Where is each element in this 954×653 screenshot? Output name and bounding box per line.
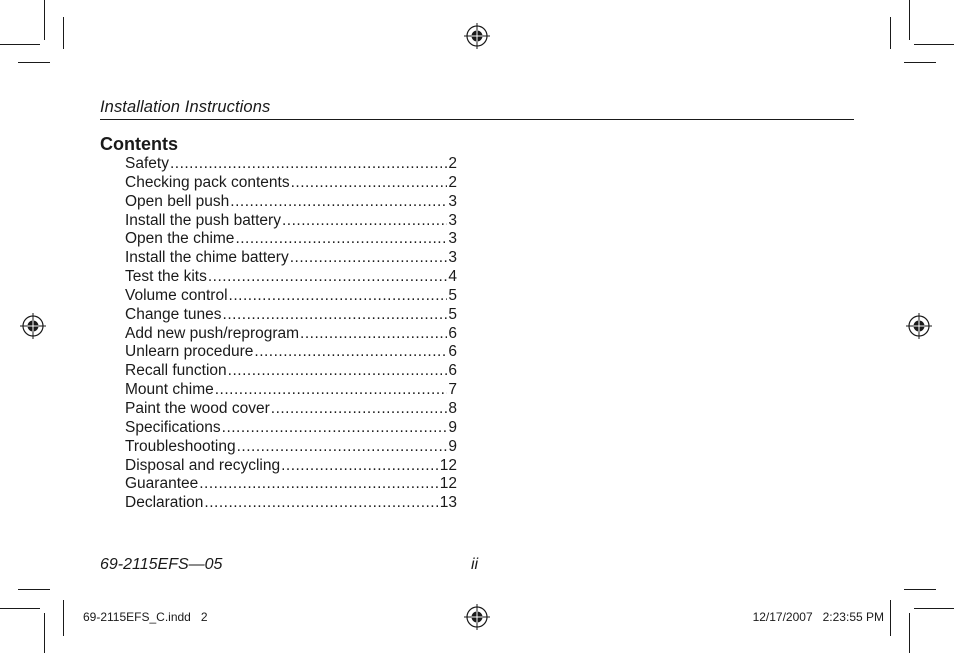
toc-entry bbox=[125, 419, 457, 438]
toc-entry-page: 3 bbox=[448, 249, 457, 267]
toc-entry bbox=[125, 400, 457, 419]
toc-entry bbox=[125, 230, 457, 249]
toc-leader-dots bbox=[235, 230, 447, 249]
toc-leader-dots bbox=[229, 287, 448, 306]
toc-entry bbox=[125, 381, 457, 400]
crop-mark bbox=[18, 589, 50, 590]
toc-entry-label: Mount chime bbox=[125, 381, 214, 399]
toc-entry bbox=[125, 155, 457, 174]
toc-entry-page: 3 bbox=[448, 211, 457, 229]
crop-mark bbox=[904, 589, 936, 590]
toc-leader-dots bbox=[230, 193, 447, 212]
toc-entry-label: Specifications bbox=[125, 418, 221, 436]
document-number: 69-2115EFS—05 bbox=[100, 556, 223, 573]
crop-mark bbox=[44, 613, 45, 653]
toc-entry-page: 9 bbox=[448, 418, 457, 436]
toc-leader-dots bbox=[300, 325, 447, 344]
toc-entry-label: Volume control bbox=[125, 286, 228, 304]
toc-leader-dots bbox=[170, 155, 447, 174]
toc-leader-dots bbox=[223, 306, 448, 325]
slug-filename: 69-2115EFS_C.indd 2 bbox=[83, 610, 208, 624]
toc-leader-dots bbox=[291, 174, 448, 193]
toc-entry-page: 3 bbox=[448, 192, 457, 210]
crop-mark bbox=[18, 62, 50, 63]
toc-entry-label: Add new push/reprogram bbox=[125, 324, 300, 342]
toc-entry-page: 13 bbox=[439, 494, 457, 512]
crop-mark bbox=[890, 600, 891, 636]
toc-leader-dots bbox=[215, 381, 448, 400]
toc-entry bbox=[125, 475, 457, 494]
toc-entry bbox=[125, 249, 457, 268]
page-number: ii bbox=[471, 556, 479, 573]
toc-leader-dots bbox=[254, 343, 447, 362]
toc-entry-label: Recall function bbox=[125, 362, 227, 380]
crop-mark bbox=[0, 608, 40, 609]
toc-leader-dots bbox=[271, 400, 448, 419]
toc-entry-label: Guarantee bbox=[125, 475, 199, 493]
registration-target-icon bbox=[906, 313, 932, 339]
toc-entry-label: Paint the wood cover bbox=[125, 399, 270, 417]
toc-entry bbox=[125, 494, 457, 513]
toc-entry-label: Test the kits bbox=[125, 268, 207, 286]
crop-mark bbox=[904, 62, 936, 63]
toc-leader-dots bbox=[208, 268, 448, 287]
registration-target-icon bbox=[464, 604, 490, 630]
crop-mark bbox=[44, 0, 45, 40]
toc-entry-page: 9 bbox=[448, 437, 457, 455]
toc-entry bbox=[125, 212, 457, 231]
crop-mark bbox=[63, 17, 64, 49]
crop-mark bbox=[890, 17, 891, 49]
toc-entry bbox=[125, 268, 457, 287]
toc-entry bbox=[125, 362, 457, 381]
toc-entry-label: Troubleshooting bbox=[125, 437, 236, 455]
crop-mark bbox=[914, 44, 954, 45]
running-header: Installation Instructions bbox=[100, 98, 271, 116]
toc-entry-page: 6 bbox=[448, 362, 457, 380]
toc-entry-page: 2 bbox=[448, 173, 457, 191]
crop-mark bbox=[0, 44, 40, 45]
toc-entry-label: Safety bbox=[125, 155, 169, 172]
toc-entry-label: Checking pack contents bbox=[125, 173, 290, 191]
toc-leader-dots bbox=[281, 457, 439, 476]
header-rule bbox=[100, 119, 854, 120]
toc-entry-page: 12 bbox=[439, 475, 457, 493]
toc-entry-page: 6 bbox=[448, 324, 457, 342]
toc-entry-page: 5 bbox=[448, 305, 457, 323]
toc-entry-label: Install the push battery bbox=[125, 211, 281, 229]
toc-entry-label: Disposal and recycling bbox=[125, 456, 281, 474]
toc-leader-dots bbox=[237, 438, 448, 457]
toc-entry-page: 2 bbox=[448, 155, 457, 172]
toc-leader-dots bbox=[290, 249, 448, 268]
toc-entry-label: Change tunes bbox=[125, 305, 222, 323]
registration-target-icon bbox=[20, 313, 46, 339]
crop-mark bbox=[909, 0, 910, 40]
toc-entry-label: Open bell push bbox=[125, 192, 230, 210]
toc-entry-label: Unlearn procedure bbox=[125, 343, 254, 361]
toc-entry-page: 6 bbox=[448, 343, 457, 361]
toc-entry bbox=[125, 193, 457, 212]
toc-entry bbox=[125, 438, 457, 457]
toc-entry-page: 8 bbox=[448, 399, 457, 417]
toc-leader-dots bbox=[282, 212, 447, 231]
contents-heading: Contents bbox=[100, 134, 178, 154]
registration-target-icon bbox=[464, 23, 490, 49]
toc-leader-dots bbox=[199, 475, 439, 494]
crop-mark bbox=[63, 600, 64, 636]
toc-entry-page: 3 bbox=[448, 230, 457, 248]
toc-entry bbox=[125, 343, 457, 362]
toc-leader-dots bbox=[222, 419, 448, 438]
toc-entry bbox=[125, 457, 457, 476]
toc-entry bbox=[125, 325, 457, 344]
toc-entry-page: 5 bbox=[448, 286, 457, 304]
toc-entry bbox=[125, 306, 457, 325]
toc-entry bbox=[125, 174, 457, 193]
toc-entry bbox=[125, 287, 457, 306]
toc-entry-label: Open the chime bbox=[125, 230, 235, 248]
slug-datetime: 12/17/2007 2:23:55 PM bbox=[752, 610, 884, 624]
toc-leader-dots bbox=[204, 494, 438, 513]
toc-entry-label: Declaration bbox=[125, 494, 204, 512]
toc-leader-dots bbox=[228, 362, 448, 381]
toc-entry-page: 12 bbox=[439, 456, 457, 474]
table-of-contents bbox=[125, 155, 457, 513]
crop-mark bbox=[909, 613, 910, 653]
toc-entry-label: Install the chime battery bbox=[125, 249, 289, 267]
toc-entry-page: 4 bbox=[448, 268, 457, 286]
crop-mark bbox=[914, 608, 954, 609]
toc-entry-page: 7 bbox=[448, 381, 457, 399]
